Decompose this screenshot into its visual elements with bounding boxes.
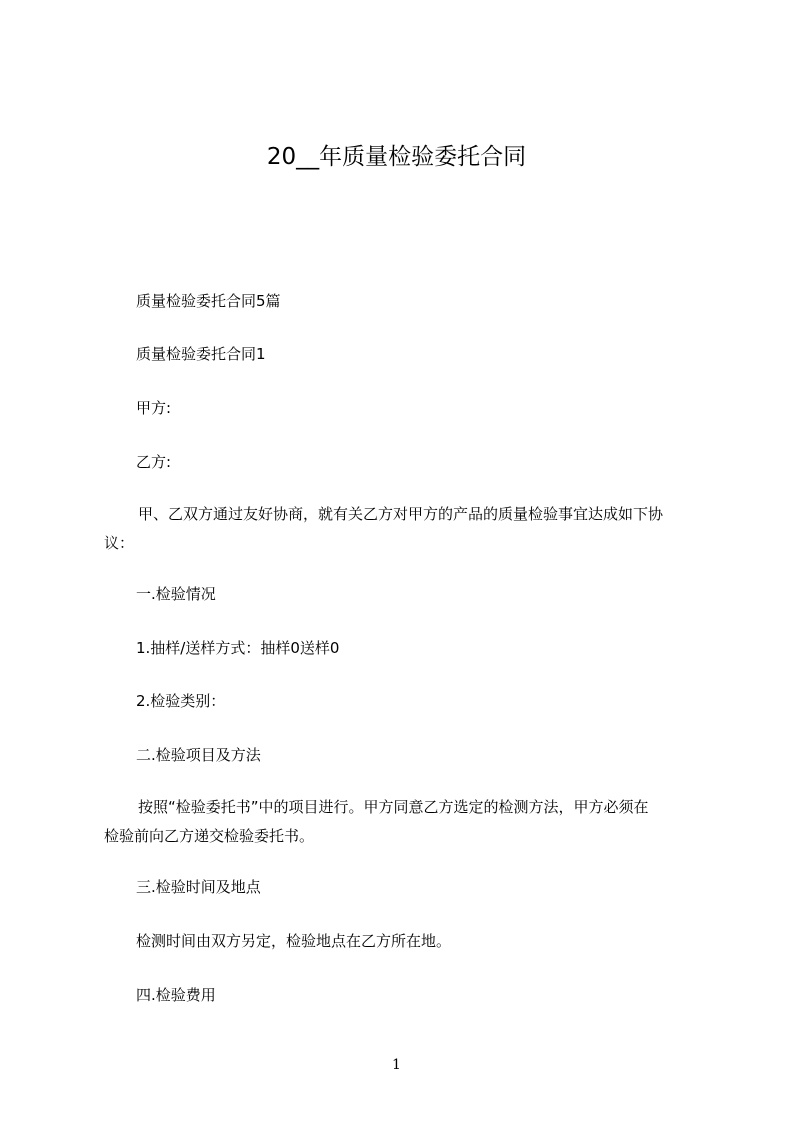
page-number: 1 [392, 1057, 401, 1073]
clause-2-heading: 二.检验项目及方法 [136, 746, 261, 764]
document-subtitle: 质量检验委托合同5篇 [136, 292, 281, 310]
clause-2-line-2: 检验前向乙方递交检验委托书。 [104, 827, 315, 845]
clause-1-item-2: 2.检验类别： [136, 692, 226, 710]
clause-1-item-1: 1.抽样/送样方式：抽样0送样0 [136, 639, 340, 657]
clause-3-body: 检测时间由双方另定，检验地点在乙方所在地。 [136, 932, 452, 950]
clause-2-paragraph [104, 793, 714, 851]
section-heading: 质量检验委托合同1 [136, 345, 266, 363]
party-b-label: 乙方: [136, 453, 172, 471]
intro-line-1: 甲、乙双方通过友好协商，就有关乙方对甲方的产品的质量检验事宜达成如下协 [138, 505, 664, 523]
clause-4-heading: 四.检验费用 [136, 986, 216, 1004]
intro-line-2: 议： [104, 534, 135, 552]
clause-3-heading: 三.检验时间及地点 [136, 878, 261, 896]
document-title: 20__年质量检验委托合同 [266, 144, 527, 170]
clause-1-heading: 一.检验情况 [136, 585, 216, 603]
party-a-label: 甲方: [136, 399, 172, 417]
intro-paragraph [104, 500, 714, 558]
clause-2-line-1: 按照“检验委托书”中的项目进行。甲方同意乙方选定的检测方法，甲方必须在 [138, 798, 649, 816]
